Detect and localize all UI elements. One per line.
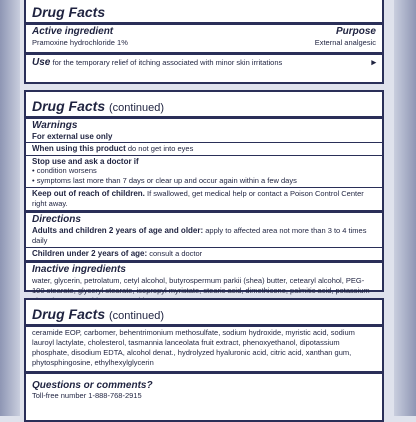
stop-use-item: • symptoms last more than 7 days or clear up and occur again within a few days [32, 176, 297, 185]
stop-use-label: Stop use and ask a doctor if [32, 157, 139, 166]
when-using-text: do not get into eyes [127, 144, 194, 153]
directions-adults [32, 226, 376, 246]
divider [26, 260, 382, 263]
panel-title-text: Drug Facts [32, 306, 106, 322]
divider [26, 22, 382, 25]
drug-facts-panel-3 [24, 298, 384, 422]
purpose-header: Purpose [335, 26, 376, 37]
reach-of-children-line [32, 189, 376, 209]
external-use-text: For external use only [32, 132, 113, 141]
when-using-label: When using this product [32, 144, 126, 153]
drug-facts-panel-2 [24, 90, 384, 295]
panel-title [32, 98, 376, 114]
panel-title-continued: (continued) [109, 102, 165, 114]
directions-adults-text: apply to affected area not more than 3 to 4 times daily [32, 226, 367, 245]
divider [26, 52, 382, 55]
divider [26, 247, 382, 248]
inactive-ingredients-text: water, glycerin, petrolatum, cetyl alcohol, butyrospermum parkii (shea) butter, cetearyl alcohol, PEG-100 stearate, glyceryl stearate, isopropyl myristate, stearic acid, dimethicone, palmitic acid, potassium [32, 276, 370, 295]
panel-title-continued: (continued) [109, 310, 165, 322]
inactive-ingredients-continued: ceramide EOP, carbomer, behentrimonium methosulfate, sodium hydroxide, myristic acid, sodium lauroyl lactylate, cholesterol, tasmannia lanceolata fruit extract, phenoxyethanol, dipotassium phosphate, disodium EDTA, alcohol denat., hydrolyzed hyaluronic acid, citric acid, xanthan gum, phytosphingosine, ethylhexylglycerin [32, 328, 355, 367]
active-ingredient-text: Pramoxine hydrochloride 1% [32, 38, 128, 47]
questions-heading: Questions or comments? [32, 380, 153, 391]
drug-facts-panel-1 [24, 0, 384, 84]
when-using-line [32, 144, 376, 154]
directions-children-label: Children under 2 years of age: [32, 249, 148, 258]
divider [26, 187, 382, 188]
continue-arrow-icon: ▸ [371, 57, 376, 67]
reach-label: Keep out of reach of children. [32, 189, 145, 198]
stop-use-item: • condition worsens [32, 166, 97, 175]
divider [26, 116, 382, 119]
toll-free-number: Toll-free number 1-888-768-2915 [32, 391, 142, 400]
bottle-edge-left [0, 0, 20, 416]
panel-title: Drug Facts [32, 4, 106, 20]
bottle-edge-right [394, 0, 416, 416]
directions-adults-label: Adults and children 2 years of age and older: [32, 226, 204, 235]
directions-children [32, 249, 376, 259]
purpose-text: External analgesic [314, 38, 376, 47]
divider [26, 371, 382, 374]
directions-header: Directions [32, 214, 81, 225]
inactive-ingredients-header: Inactive ingredients [32, 264, 126, 275]
divider [26, 324, 382, 327]
divider [26, 210, 382, 213]
panel-title-text: Drug Facts [32, 98, 106, 114]
divider [26, 142, 382, 143]
use-label: Use [32, 57, 51, 68]
panel-title [32, 306, 376, 322]
warnings-header: Warnings [32, 120, 78, 131]
directions-children-text: consult a doctor [149, 249, 203, 258]
divider [26, 155, 382, 156]
active-ingredient-header: Active ingredient [32, 26, 114, 37]
use-text: for the temporary relief of itching associated with minor skin irritations [52, 58, 283, 67]
reach-text: If swallowed, get medical help or contact a Poison Control Center right away. [32, 189, 364, 208]
